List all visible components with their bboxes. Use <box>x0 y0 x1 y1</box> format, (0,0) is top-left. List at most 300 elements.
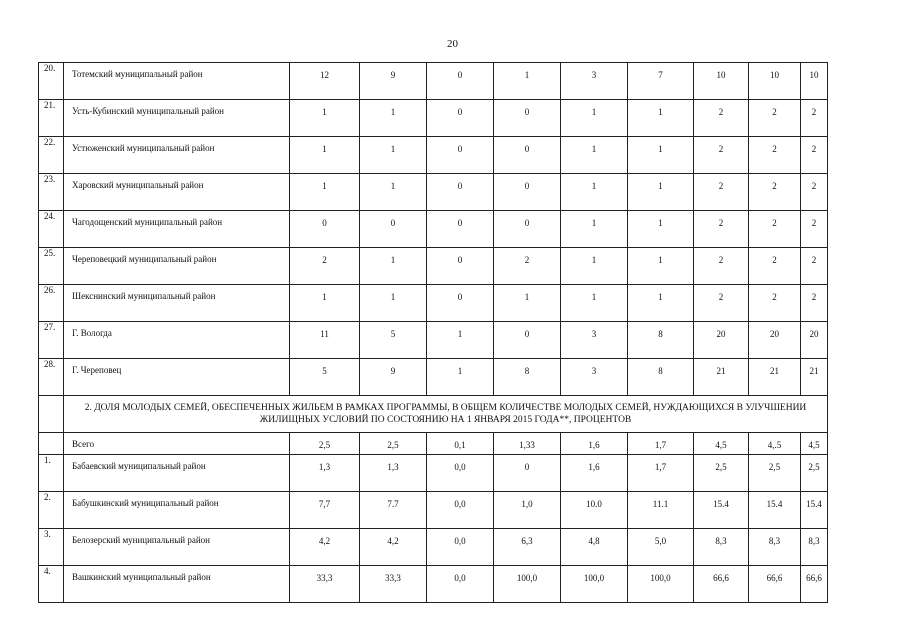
value-cell <box>561 174 628 211</box>
value-cell <box>801 322 828 359</box>
row-name-cell <box>64 248 290 285</box>
value: 5 <box>322 366 327 376</box>
value-cell <box>290 359 360 396</box>
value: 1 <box>390 292 396 302</box>
row-index-cell <box>39 359 64 396</box>
row-name-cell <box>64 322 290 359</box>
value: 1 <box>457 329 463 339</box>
value: 66,6 <box>766 573 783 583</box>
value: 2 <box>718 107 724 117</box>
value-cell <box>694 455 749 492</box>
value-cell <box>561 100 628 137</box>
value: 7 <box>658 70 663 80</box>
value-cell <box>427 248 494 285</box>
row-index: 4. <box>44 566 51 576</box>
value-cell <box>360 322 427 359</box>
value: 1 <box>322 144 327 154</box>
value: 2,5 <box>808 462 820 472</box>
value-cell <box>694 100 749 137</box>
value-cell <box>494 63 561 100</box>
row-index-cell <box>39 285 64 322</box>
value: 1 <box>591 292 597 302</box>
value-cell <box>749 566 801 603</box>
row-index-cell <box>39 63 64 100</box>
value-cell <box>749 433 801 455</box>
value: 7.7 <box>387 499 399 509</box>
value: 1 <box>591 255 597 265</box>
value-cell <box>360 566 427 603</box>
value: 0 <box>390 218 396 228</box>
value-cell <box>427 211 494 248</box>
value-cell <box>749 137 801 174</box>
value-cell <box>749 285 801 322</box>
value-cell <box>628 322 694 359</box>
value-cell <box>694 63 749 100</box>
value: 3 <box>591 366 597 376</box>
row-index-cell <box>39 455 64 492</box>
value-cell <box>561 322 628 359</box>
value: 0,0 <box>454 536 466 546</box>
row-name: Бабушкинский муниципальный район <box>72 498 219 508</box>
value: 4,8 <box>588 536 600 546</box>
value: 2 <box>772 107 777 117</box>
value: 0 <box>524 107 530 117</box>
value: 0 <box>322 218 327 228</box>
value-cell <box>427 322 494 359</box>
row-index-cell <box>39 322 64 359</box>
row-index: 24. <box>44 211 56 221</box>
row-index: 25. <box>44 248 56 258</box>
row-index-cell <box>39 566 64 603</box>
value: 1 <box>591 144 597 154</box>
value-cell <box>290 211 360 248</box>
value: 2 <box>772 181 777 191</box>
value-cell <box>628 359 694 396</box>
value: 10 <box>770 70 779 80</box>
value: 1 <box>390 181 396 191</box>
value: 0 <box>457 218 463 228</box>
value: 4,2 <box>387 536 399 546</box>
row-index: 22. <box>44 137 56 147</box>
value-cell <box>427 359 494 396</box>
value: 1 <box>658 218 663 228</box>
value-cell <box>427 137 494 174</box>
value: 1 <box>524 292 530 302</box>
value: 1,6 <box>588 462 600 472</box>
value-cell <box>427 492 494 529</box>
value-cell <box>290 433 360 455</box>
value: 2 <box>718 255 724 265</box>
value-cell <box>360 137 427 174</box>
value: 5 <box>390 329 396 339</box>
value-cell <box>801 285 828 322</box>
value: 2 <box>524 255 530 265</box>
value-cell <box>628 433 694 455</box>
value: 1 <box>658 181 663 191</box>
value: 0 <box>457 255 463 265</box>
value: 0 <box>457 107 463 117</box>
row-name: Харовский муниципальный район <box>72 180 204 190</box>
value-cell <box>801 174 828 211</box>
value: 2 <box>811 107 817 117</box>
value: 1 <box>322 292 327 302</box>
value: 2 <box>718 144 724 154</box>
row-name: Тотемский муниципальный район <box>72 69 203 79</box>
value: 9 <box>390 366 396 376</box>
value: 7,7 <box>318 499 331 509</box>
value: 10 <box>716 70 726 80</box>
value: 8,3 <box>768 536 781 546</box>
value: 2 <box>811 218 817 228</box>
value-cell <box>694 566 749 603</box>
row-index-cell <box>39 137 64 174</box>
value: 20 <box>809 329 819 339</box>
value-cell <box>427 566 494 603</box>
value-cell <box>749 211 801 248</box>
row-name-cell <box>64 137 290 174</box>
value-cell <box>494 100 561 137</box>
value: 3 <box>591 329 597 339</box>
value-cell <box>494 566 561 603</box>
value-cell <box>694 211 749 248</box>
value: 0 <box>524 329 530 339</box>
value-cell <box>290 492 360 529</box>
value-cell <box>494 492 561 529</box>
value-cell <box>694 359 749 396</box>
value: 4,.5 <box>767 440 782 450</box>
row-index-cell <box>39 174 64 211</box>
value-cell <box>360 174 427 211</box>
value-cell <box>561 211 628 248</box>
table-row <box>39 248 828 285</box>
row-index: 1. <box>44 455 51 465</box>
value: 0 <box>524 218 530 228</box>
value-cell <box>561 359 628 396</box>
value: 1 <box>390 144 396 154</box>
value-cell <box>290 285 360 322</box>
value: 2 <box>718 218 724 228</box>
value: 1,7 <box>654 462 667 472</box>
value: 1 <box>322 107 327 117</box>
value: 1 <box>322 181 327 191</box>
row-name: Вашкинский муниципальный район <box>72 572 211 582</box>
value: 1 <box>658 144 663 154</box>
value: 1,7 <box>654 440 667 450</box>
value: 2,5 <box>715 462 727 472</box>
row-name: Устюженский муниципальный район <box>72 143 215 153</box>
value-cell <box>561 566 628 603</box>
value: 15.4 <box>806 499 822 509</box>
value-cell <box>494 359 561 396</box>
value-cell <box>360 433 427 455</box>
value-cell <box>494 248 561 285</box>
value: 1 <box>457 366 463 376</box>
value: 2 <box>718 181 724 191</box>
table-row <box>39 566 828 603</box>
value-cell <box>749 492 801 529</box>
value: 66,6 <box>713 573 729 583</box>
value-cell <box>749 359 801 396</box>
table-row <box>39 285 828 322</box>
value-cell <box>801 137 828 174</box>
value-cell <box>290 322 360 359</box>
value-cell <box>290 174 360 211</box>
value-cell <box>749 248 801 285</box>
value: 8 <box>658 329 663 339</box>
value-cell <box>561 248 628 285</box>
value: 5,0 <box>654 536 667 546</box>
row-index: 26. <box>44 285 56 295</box>
value: 1 <box>591 218 597 228</box>
page-number: 20 <box>447 38 458 50</box>
value-cell <box>494 529 561 566</box>
value: 2 <box>772 255 777 265</box>
row-name: Всего <box>72 439 95 449</box>
value: 0 <box>524 181 530 191</box>
value: 10 <box>809 70 819 80</box>
value: 1,33 <box>519 440 535 450</box>
value-cell <box>494 211 561 248</box>
value: 12 <box>320 70 329 80</box>
section-heading: 2. ДОЛЯ МОЛОДЫХ СЕМЕЙ, ОБЕСПЕЧЕННЫХ ЖИЛЬЕМ В РАМКАХ ПРОГРАММЫ, В ОБЩЕМ КОЛИЧЕСТВЕ МОЛОДЫХ СЕМЕЙ, НУЖДАЮЩИХСЯ В УЛУЧШЕНИИ ЖИЛИЩНЫХ УСЛОВИЙ ПО СОСТОЯНИЮ НА 1 ЯНВАРЯ 2015 ГОДА**, ПРОЦЕНТОВ <box>64 396 828 433</box>
value: 15.4 <box>713 499 729 509</box>
row-name: Шекснинский муниципальный район <box>72 291 216 301</box>
table-row <box>39 63 828 100</box>
value: 20 <box>770 329 779 339</box>
value: 1 <box>524 70 530 80</box>
value: 4,2 <box>318 536 331 546</box>
row-name: Усть-Кубинский муниципальный район <box>72 106 224 116</box>
value: 20 <box>716 329 726 339</box>
value-cell <box>360 492 427 529</box>
value: 0 <box>457 181 463 191</box>
value-cell <box>749 529 801 566</box>
row-index <box>39 433 63 436</box>
row-index-cell <box>39 492 64 529</box>
row-name-cell <box>64 433 290 455</box>
value: 1 <box>591 107 597 117</box>
value-cell <box>801 492 828 529</box>
value: 3 <box>591 70 597 80</box>
value-cell <box>427 285 494 322</box>
table-row <box>39 359 828 396</box>
value-cell <box>628 566 694 603</box>
value-cell <box>360 455 427 492</box>
row-name-cell <box>64 492 290 529</box>
value-cell <box>628 285 694 322</box>
value: 0 <box>457 144 463 154</box>
row-name: Г. Череповец <box>72 365 122 375</box>
row-index: 28. <box>44 359 56 369</box>
value-cell <box>494 322 561 359</box>
row-index-cell <box>39 248 64 285</box>
value-cell <box>561 529 628 566</box>
value: 0 <box>524 144 530 154</box>
value-cell <box>494 455 561 492</box>
table-row <box>39 433 828 455</box>
value-cell <box>427 174 494 211</box>
value-cell <box>427 455 494 492</box>
value-cell <box>290 455 360 492</box>
value-cell <box>801 566 828 603</box>
value: 0 <box>524 462 530 472</box>
value-cell <box>360 63 427 100</box>
value-cell <box>628 100 694 137</box>
value-cell <box>801 529 828 566</box>
value-cell <box>694 433 749 455</box>
value-cell <box>427 433 494 455</box>
value: 11 <box>320 329 329 339</box>
value-cell <box>360 285 427 322</box>
row-name: Белозерский муниципальный район <box>72 535 210 545</box>
value: 0,1 <box>454 440 466 450</box>
value: 1 <box>658 107 663 117</box>
value-cell <box>801 248 828 285</box>
value-cell <box>801 63 828 100</box>
value-cell <box>561 492 628 529</box>
table-row <box>39 100 828 137</box>
table-row <box>39 455 828 492</box>
section-1-body <box>39 63 828 396</box>
indicator-table <box>38 62 828 603</box>
row-name-cell <box>64 359 290 396</box>
value: 2 <box>718 292 724 302</box>
value: 2 <box>811 181 817 191</box>
value: 21 <box>716 366 726 376</box>
value-cell <box>628 529 694 566</box>
value-cell <box>561 285 628 322</box>
value: 2 <box>811 144 817 154</box>
value-cell <box>628 248 694 285</box>
value-cell <box>801 100 828 137</box>
value: 2,5 <box>387 440 399 450</box>
value-cell <box>427 63 494 100</box>
value: 1,0 <box>521 499 533 509</box>
row-index-cell <box>39 100 64 137</box>
value: 100,0 <box>583 573 605 583</box>
table-row <box>39 529 828 566</box>
row-index-cell <box>39 529 64 566</box>
row-index-cell <box>39 433 64 455</box>
value: 1 <box>390 255 396 265</box>
value: 66,6 <box>806 573 822 583</box>
table-row <box>39 211 828 248</box>
section-heading-index-cell <box>39 396 64 433</box>
value: 21 <box>770 366 779 376</box>
table-row <box>39 137 828 174</box>
value-cell <box>290 248 360 285</box>
value-cell <box>749 63 801 100</box>
value: 2 <box>772 218 777 228</box>
value-cell <box>561 433 628 455</box>
row-name-cell <box>64 63 290 100</box>
value: 2 <box>811 292 817 302</box>
row-index: 2. <box>44 492 51 502</box>
row-name: Чагодощенский муниципальный район <box>72 217 223 227</box>
section-heading-row <box>39 396 828 433</box>
row-name-cell <box>64 100 290 137</box>
section-2-body <box>39 455 828 603</box>
value: 2,5 <box>318 440 331 450</box>
value-cell <box>290 137 360 174</box>
value: 1 <box>591 181 597 191</box>
value: 1,3 <box>387 462 399 472</box>
value-cell <box>801 455 828 492</box>
value: 1 <box>658 255 663 265</box>
value-cell <box>694 322 749 359</box>
value-cell <box>561 455 628 492</box>
value-cell <box>628 455 694 492</box>
row-index: 3. <box>44 529 51 539</box>
value-cell <box>694 137 749 174</box>
value-cell <box>427 100 494 137</box>
table-row <box>39 174 828 211</box>
value-cell <box>694 285 749 322</box>
value: 1,6 <box>588 440 600 450</box>
value-cell <box>290 100 360 137</box>
value: 33,3 <box>316 573 333 583</box>
value-cell <box>628 211 694 248</box>
section-2-heading-body <box>39 396 828 433</box>
row-name-cell <box>64 211 290 248</box>
table-row <box>39 492 828 529</box>
row-name-cell <box>64 566 290 603</box>
value-cell <box>694 174 749 211</box>
value: 10.0 <box>586 499 602 509</box>
value-cell <box>360 248 427 285</box>
value: 8,3 <box>808 536 820 546</box>
value: 0 <box>457 292 463 302</box>
value-cell <box>749 100 801 137</box>
row-name-cell <box>64 529 290 566</box>
value-cell <box>494 137 561 174</box>
row-index: 23. <box>44 174 56 184</box>
value-cell <box>494 285 561 322</box>
row-name-cell <box>64 455 290 492</box>
row-index: 20. <box>44 63 56 73</box>
value: 11.1 <box>652 499 669 509</box>
value-cell <box>360 211 427 248</box>
value: 0,0 <box>454 462 466 472</box>
value: 100,0 <box>650 573 671 583</box>
value: 4,5 <box>715 440 727 450</box>
value-cell <box>360 100 427 137</box>
value-cell <box>427 529 494 566</box>
value: 0 <box>457 70 463 80</box>
value-cell <box>494 174 561 211</box>
value-cell <box>628 63 694 100</box>
value: 0,0 <box>454 499 466 509</box>
value: 2 <box>772 144 777 154</box>
value-cell <box>694 492 749 529</box>
value-cell <box>749 174 801 211</box>
value-cell <box>749 322 801 359</box>
value: 2 <box>322 255 327 265</box>
value-cell <box>360 529 427 566</box>
row-index: 27. <box>44 322 56 332</box>
row-index: 21. <box>44 100 56 110</box>
row-index-cell <box>39 211 64 248</box>
value: 8 <box>658 366 663 376</box>
value-cell <box>290 63 360 100</box>
table-row <box>39 322 828 359</box>
value: 6,3 <box>521 536 533 546</box>
row-name: Бабаевский муниципальный район <box>72 461 206 471</box>
value-cell <box>360 359 427 396</box>
value-cell <box>561 63 628 100</box>
value: 9 <box>390 70 396 80</box>
value-cell <box>694 248 749 285</box>
